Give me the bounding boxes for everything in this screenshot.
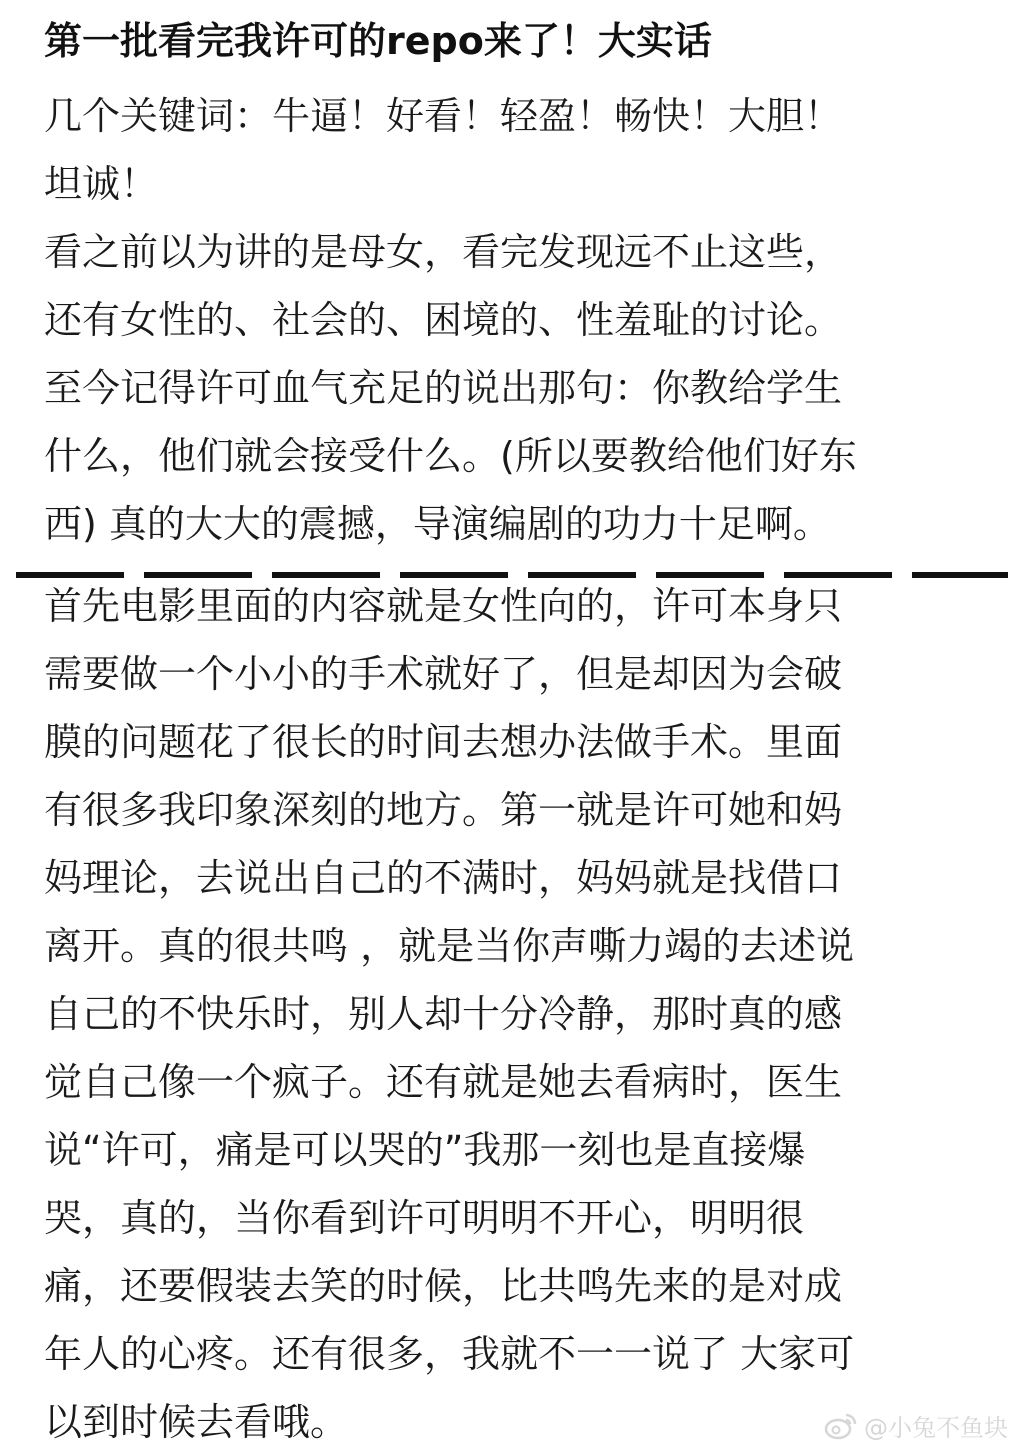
text-line: 有很多我印象深刻的地方。第一就是许可她和妈 [44, 788, 843, 832]
text-line: 膜的问题花了很长的时间去想办法做手术。里面 [44, 720, 843, 764]
text-line: 需要做一个小小的手术就好了，但是却因为会破 [44, 652, 843, 696]
text-line: 坦诚！ [44, 162, 159, 206]
text-line: 自己的不快乐时，别人却十分冷静，那时真的感 [44, 992, 843, 1036]
text-line: 几个关键词：牛逼！好看！轻盈！畅快！大胆！ [44, 94, 843, 138]
text-line: 痛，还要假装去笑的时候，比共鸣先来的是对成 [44, 1264, 843, 1308]
text-line: 看之前以为讲的是母女，看完发现远不止这些， [44, 230, 843, 274]
text-line: 至今记得许可血气充足的说出那句：你教给学生 [44, 366, 843, 410]
text-line: 首先电影里面的内容就是女性向的，许可本身只 [44, 584, 843, 628]
text-line: 妈理论，去说出自己的不满时，妈妈就是找借口 [44, 856, 843, 900]
text-line: 觉自己像一个疯子。还有就是她去看病时，医生 [44, 1060, 843, 1104]
weibo-icon [824, 1411, 858, 1441]
text-line: 什么，他们就会接受什么。(所以要教给他们好东 [44, 434, 857, 478]
main-paragraph [44, 572, 980, 1456]
intro-paragraph [44, 82, 980, 558]
text-line: 离开。真的很共鸣 ，就是当你声嘶力竭的去述说 [44, 924, 855, 968]
text-line: 说“许可，痛是可以哭的”我那一刻也是直接爆 [44, 1128, 806, 1172]
text-line: 西) 真的大大的震撼，导演编剧的功力十足啊。 [44, 502, 831, 546]
weibo-watermark [824, 1408, 1008, 1443]
text-line: 年人的心疼。还有很多，我就不一一说了 大家可 [44, 1332, 855, 1376]
text-line: 哭，真的，当你看到许可明明不开心，明明很 [44, 1196, 805, 1240]
text-line: 还有女性的、社会的、困境的、性羞耻的讨论。 [44, 298, 843, 342]
watermark-text: @小兔不鱼块 [864, 1414, 1008, 1442]
text-line: 以到时候去看哦。 [44, 1400, 349, 1444]
post-title: 第一批看完我许可的repo来了！大实话 [44, 19, 712, 63]
